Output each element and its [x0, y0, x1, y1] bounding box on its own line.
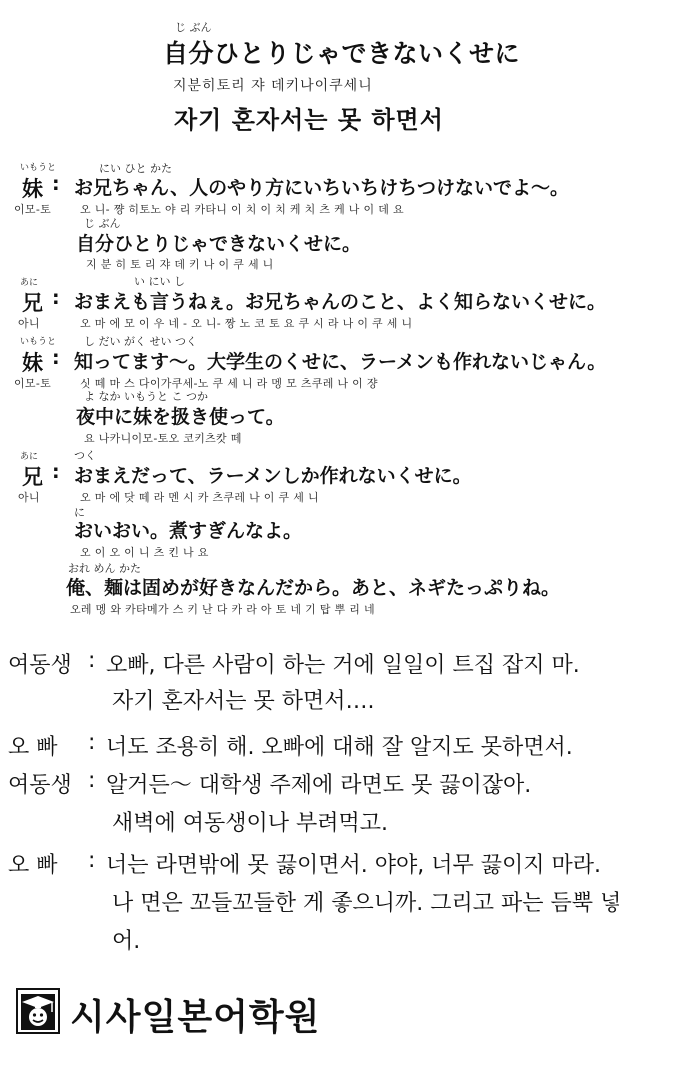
title-korean: 자기 혼자서는 못 하면서 [174, 106, 444, 134]
line-ruby: い にい し [134, 275, 185, 288]
speaker-reading: 이모-토 [14, 203, 52, 216]
korean-reading: 오 이 오 이 니 츠 킨 나 요 [80, 546, 209, 559]
speaker-ruby: あに [20, 452, 39, 462]
line-ruby: じ ぶん [84, 217, 121, 230]
translation-speaker: 오 빠 [8, 853, 58, 878]
colon: : [88, 768, 96, 793]
title-reading: 지분히토리 쟈 데키나이쿠세니 [173, 78, 373, 94]
speaker-name: 兄 [22, 291, 43, 315]
speaker-reading: 아니 [18, 317, 40, 330]
title-ruby: じ ぶん [175, 21, 212, 34]
translation-speaker: 여동생 [8, 773, 72, 798]
korean-reading: 오 니- 쨩 히토노 야 리 카타니 이 치 이 치 케 치 츠 케 나 이 데 요 [80, 203, 404, 216]
japanese-line: 知ってます～。大学生のくせに、ラーメンも作れないじゃん。 [74, 351, 607, 373]
korean-reading: 싯 떼 마 스 다이가쿠세-노 쿠 세 니 라 멩 모 츠쿠레 나 이 쟝 [80, 377, 378, 390]
translation-line: 어. [112, 929, 141, 954]
speaker-ruby: いもうと [20, 163, 57, 173]
line-ruby: し だい がく せい つく [84, 335, 197, 348]
translation-speaker: 여동생 [8, 653, 72, 678]
speaker-ruby: あに [20, 278, 39, 288]
colon: : [52, 287, 60, 309]
line-ruby: つく [74, 449, 96, 462]
translation-line: 오빠, 다른 사람이 하는 거에 일일이 트집 잡지 마. [106, 653, 580, 678]
japanese-line: 夜中に妹を扱き使って。 [76, 406, 285, 428]
japanese-line: おいおい。煮すぎんなよ。 [74, 520, 303, 542]
colon: : [88, 730, 96, 755]
korean-reading: 오 마 에 모 이 우 네 - 오 니- 짱 노 코 토 요 쿠 시 라 나 이 쿠 세 니 [80, 317, 413, 330]
translation-line: 새벽에 여동생이나 부려먹고. [112, 811, 389, 836]
japanese-line: 自分ひとりじゃできないくせに。 [76, 233, 362, 255]
japanese-line: おまえも言うねぇ。お兄ちゃんのこと、よく知らないくせに。 [74, 291, 607, 313]
korean-reading: 오레 멩 와 카타메가 스 키 난 다 카 라 아 토 네 기 탑 뿌 리 네 [70, 603, 375, 616]
translation-line: 자기 혼자서는 못 하면서…. [112, 689, 375, 714]
translation-line: 너는 라면밖에 못 끓이면서. 야야, 너무 끓이지 마라. [106, 853, 601, 878]
line-ruby: にい ひと かた [99, 162, 172, 175]
translation-line: 너도 조용히 해. 오빠에 대해 잘 알지도 못하면서. [106, 735, 573, 760]
colon: : [88, 648, 96, 673]
colon: : [52, 173, 60, 195]
translation-line: 알거든～ 대학생 주제에 라면도 못 끓이잖아. [106, 773, 532, 798]
colon: : [52, 461, 60, 483]
korean-reading: 지 분 히 토 리 쟈 데 키 나 이 쿠 세 니 [86, 258, 274, 271]
speaker-reading: 아니 [18, 491, 40, 504]
translation-speaker: 오 빠 [8, 735, 58, 760]
speaker-reading: 이모-토 [14, 377, 52, 390]
colon: : [88, 848, 96, 873]
speaker-name: 妹 [22, 177, 43, 201]
graduate-mascot-icon [16, 988, 60, 1034]
japanese-line: 俺、麺は固めが好きなんだから。あと、ネギたっぷりね。 [66, 577, 561, 599]
korean-reading: 요 나카니이모-토오 코키츠캇 떼 [84, 432, 242, 445]
colon: : [52, 347, 60, 369]
speaker-name: 妹 [22, 351, 43, 375]
speaker-ruby: いもうと [20, 337, 57, 347]
speaker-name: 兄 [22, 465, 43, 489]
line-ruby: よ なか いもうと こ つか [84, 390, 208, 403]
line-ruby: に [74, 506, 85, 519]
title-japanese: 自分ひとりじゃできないくせに [163, 39, 521, 68]
korean-reading: 오 마 에 닷 떼 라 멘 시 카 츠쿠레 나 이 쿠 세 니 [80, 491, 319, 504]
translation-line: 나 면은 꼬들꼬들한 게 좋으니까. 그리고 파는 듬뿍 넣 [112, 891, 622, 916]
japanese-line: おまえだって、ラーメンしか作れないくせに。 [74, 465, 472, 487]
line-ruby: おれ めん かた [68, 562, 141, 575]
japanese-line: お兄ちゃん、人のやり方にいちいちけちつけないでよ～。 [74, 177, 569, 199]
logo-text: 시사일본어학원 [70, 997, 321, 1038]
